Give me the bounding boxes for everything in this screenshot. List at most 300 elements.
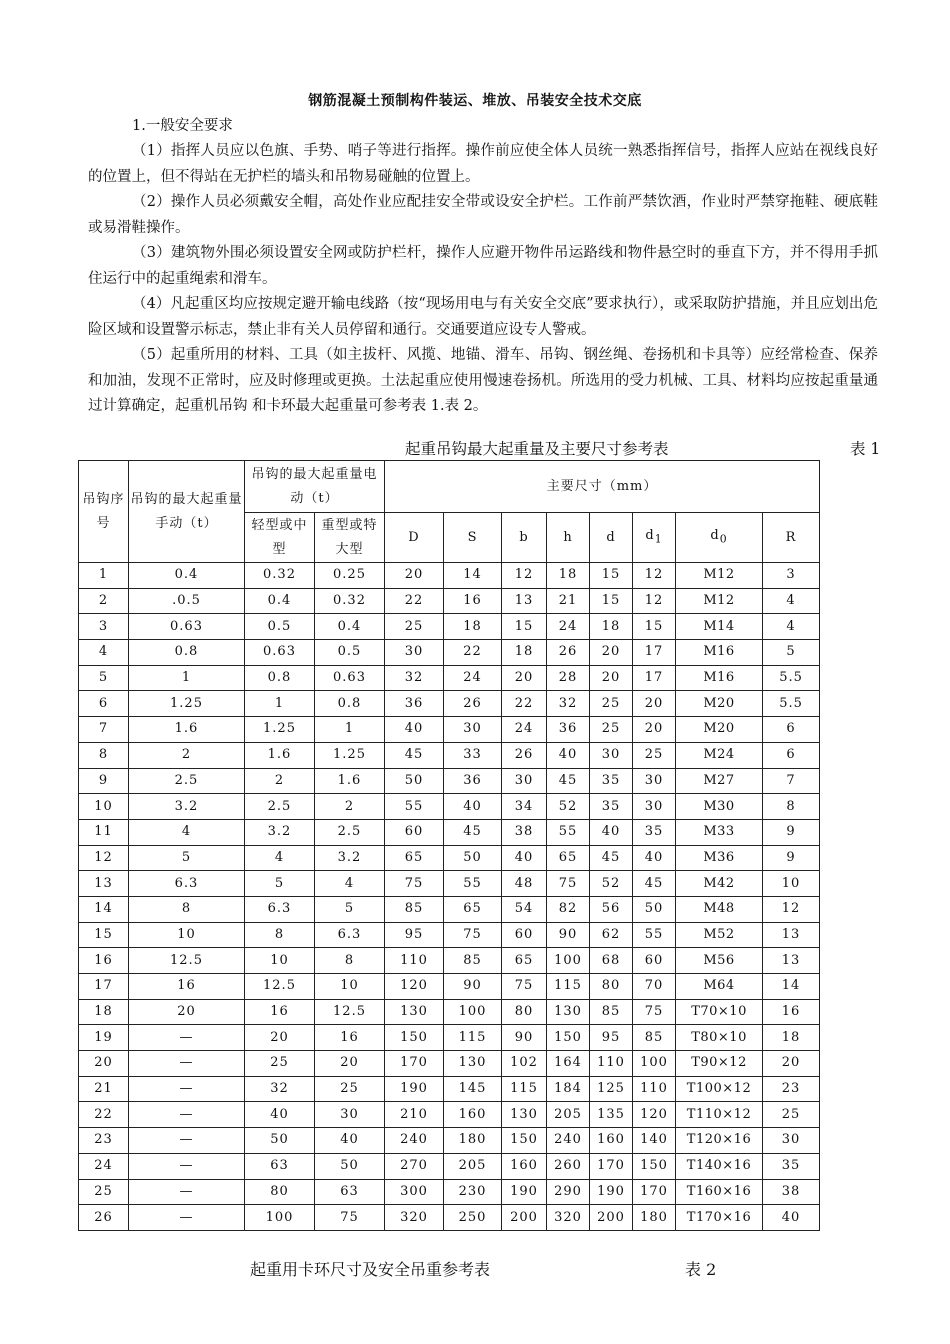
table-cell: 0.5 — [245, 614, 315, 640]
table-cell: 26 — [502, 742, 547, 768]
paragraph-3: （3）建筑物外围必须设置安全网或防护栏杆，操作人应避开物件吊运路线和物件悬空时的垂直下方，并不得用手抓住运行中的起重绳索和滑车。 — [88, 245, 878, 287]
table-cell: 0.4 — [245, 588, 315, 614]
table-cell: 150 — [502, 1128, 547, 1154]
table-cell: 200 — [502, 1205, 547, 1231]
table-cell: 100 — [245, 1205, 315, 1231]
table-cell: 6 — [79, 691, 129, 717]
table-cell: M14 — [676, 614, 763, 640]
table-cell: 25 — [590, 691, 633, 717]
table-cell: 190 — [385, 1076, 444, 1102]
table-cell: 30 — [590, 742, 633, 768]
table-cell: 18 — [79, 999, 129, 1025]
table-cell: 20 — [590, 665, 633, 691]
table-cell: 50 — [245, 1128, 315, 1154]
table-cell: 24 — [79, 1153, 129, 1179]
table-cell: 52 — [590, 871, 633, 897]
table-row — [79, 614, 820, 640]
table-cell: 4 — [245, 845, 315, 871]
table-cell: M64 — [676, 974, 763, 1000]
header-d1 — [633, 513, 676, 563]
table-cell: M27 — [676, 768, 763, 794]
table-cell: M52 — [676, 922, 763, 948]
table-cell: 15 — [502, 614, 547, 640]
table-cell: M20 — [676, 717, 763, 743]
table-cell: 0.4 — [315, 614, 385, 640]
header-S: S — [444, 513, 502, 563]
table-cell: 20 — [502, 665, 547, 691]
table-cell: 19 — [79, 1025, 129, 1051]
table-row — [79, 999, 820, 1025]
table-cell: 50 — [633, 896, 676, 922]
table-cell: 290 — [547, 1179, 590, 1205]
table-cell: 2.5 — [245, 794, 315, 820]
table-cell: 25 — [315, 1076, 385, 1102]
table-cell: 32 — [547, 691, 590, 717]
table-cell: 95 — [385, 922, 444, 948]
table-cell: 12 — [763, 896, 820, 922]
table-cell: 6.3 — [245, 896, 315, 922]
table-cell: 36 — [547, 717, 590, 743]
table-cell: 4 — [129, 819, 245, 845]
table-cell: 40 — [385, 717, 444, 743]
table-cell: M33 — [676, 819, 763, 845]
table-cell: 14 — [763, 974, 820, 1000]
table-cell: 50 — [385, 768, 444, 794]
header-d1-sub: 1 — [654, 532, 663, 546]
table-cell: 90 — [444, 974, 502, 1000]
table-cell: 65 — [547, 845, 590, 871]
table-cell: 70 — [633, 974, 676, 1000]
table1-body — [79, 563, 820, 1231]
table-cell: 22 — [79, 1102, 129, 1128]
table-cell: 75 — [444, 922, 502, 948]
table-cell: 12 — [633, 588, 676, 614]
table-row — [79, 871, 820, 897]
table-row — [79, 717, 820, 743]
table-cell: 8 — [315, 948, 385, 974]
table-cell: 22 — [385, 588, 444, 614]
table-cell: 13 — [502, 588, 547, 614]
table-cell: 35 — [633, 819, 676, 845]
table-cell: 65 — [385, 845, 444, 871]
table-cell: 9 — [79, 768, 129, 794]
table-cell: 24 — [547, 614, 590, 640]
table-cell: 30 — [633, 794, 676, 820]
table-cell: 65 — [444, 896, 502, 922]
table-row — [79, 742, 820, 768]
table-cell: 12.5 — [315, 999, 385, 1025]
table-cell: 4 — [315, 871, 385, 897]
table-cell: 30 — [763, 1128, 820, 1154]
table-cell: 205 — [547, 1102, 590, 1128]
table-cell: 12 — [633, 563, 676, 589]
table-cell: 150 — [633, 1153, 676, 1179]
table-cell: 250 — [444, 1205, 502, 1231]
table-cell: 20 — [633, 691, 676, 717]
table-cell: 30 — [633, 768, 676, 794]
table-cell: 35 — [763, 1153, 820, 1179]
table-cell: 230 — [444, 1179, 502, 1205]
table-cell: 4 — [763, 614, 820, 640]
header-d0 — [676, 513, 763, 563]
table-cell: 110 — [590, 1051, 633, 1077]
table-cell: 1 — [129, 665, 245, 691]
header-manual: 吊钩的最大起重量手动（t） — [129, 461, 245, 563]
table-cell: 1 — [245, 691, 315, 717]
table-cell: 20 — [129, 999, 245, 1025]
table-cell: 12.5 — [129, 948, 245, 974]
table-cell: 160 — [590, 1128, 633, 1154]
table-cell: 0.32 — [245, 563, 315, 589]
header-heavy: 重型或特大型 — [315, 513, 385, 563]
table-row — [79, 819, 820, 845]
table-cell: T120×16 — [676, 1128, 763, 1154]
table-cell: 160 — [444, 1102, 502, 1128]
table-cell: 90 — [502, 1025, 547, 1051]
table-cell: 115 — [547, 974, 590, 1000]
table-cell: 21 — [547, 588, 590, 614]
table-cell: 2.5 — [315, 819, 385, 845]
table-row — [79, 1076, 820, 1102]
table1-caption: 起重吊钩最大起重量及主要尺寸参考表 — [405, 440, 669, 458]
table-cell: 1.6 — [129, 717, 245, 743]
table-cell: 38 — [763, 1179, 820, 1205]
table-cell: 20 — [633, 717, 676, 743]
table-cell: 25 — [245, 1051, 315, 1077]
table-cell: 200 — [590, 1205, 633, 1231]
table-row — [79, 588, 820, 614]
table-cell: 13 — [763, 922, 820, 948]
table-cell: 32 — [245, 1076, 315, 1102]
table-cell: 110 — [385, 948, 444, 974]
table-cell: 40 — [245, 1102, 315, 1128]
table-cell: 184 — [547, 1076, 590, 1102]
table-cell: 16 — [315, 1025, 385, 1051]
table-row — [79, 794, 820, 820]
table-cell: 5.5 — [763, 691, 820, 717]
table-cell: 17 — [633, 640, 676, 666]
table-cell: 320 — [547, 1205, 590, 1231]
table-row — [79, 768, 820, 794]
table-cell: 6 — [763, 717, 820, 743]
table-cell: 0.4 — [129, 563, 245, 589]
header-R: R — [763, 513, 820, 563]
table-cell: 18 — [502, 640, 547, 666]
table-row — [79, 665, 820, 691]
table-cell: 120 — [385, 974, 444, 1000]
table-cell: 20 — [763, 1051, 820, 1077]
table-cell: 20 — [315, 1051, 385, 1077]
table-cell: 20 — [79, 1051, 129, 1077]
table-cell: 0.8 — [129, 640, 245, 666]
table-cell: 5.5 — [763, 665, 820, 691]
table-cell: 40 — [763, 1205, 820, 1231]
table-cell: T70×10 — [676, 999, 763, 1025]
table-cell: 36 — [385, 691, 444, 717]
table-cell: 3.2 — [245, 819, 315, 845]
table-cell: 205 — [444, 1153, 502, 1179]
table-cell: — — [129, 1128, 245, 1154]
table-row — [79, 896, 820, 922]
table-cell: 36 — [444, 768, 502, 794]
table-cell: 63 — [315, 1179, 385, 1205]
table-cell: 180 — [444, 1128, 502, 1154]
table-cell: 25 — [385, 614, 444, 640]
table-cell: 2.5 — [129, 768, 245, 794]
header-d0-base: d — [710, 527, 720, 543]
table-cell: 50 — [444, 845, 502, 871]
table-cell: 145 — [444, 1076, 502, 1102]
table-cell: .0.5 — [129, 588, 245, 614]
table-cell: 180 — [633, 1205, 676, 1231]
table-cell: — — [129, 1051, 245, 1077]
table-cell: 18 — [763, 1025, 820, 1051]
table-cell: 54 — [502, 896, 547, 922]
table-cell: 5 — [763, 640, 820, 666]
header-electric: 吊钩的最大起重量电动（t） — [245, 461, 385, 513]
table-cell: 100 — [547, 948, 590, 974]
table-row — [79, 1051, 820, 1077]
table-cell: M56 — [676, 948, 763, 974]
table-cell: 10 — [79, 794, 129, 820]
table-cell: 23 — [79, 1128, 129, 1154]
table-cell: 210 — [385, 1102, 444, 1128]
table-cell: 80 — [245, 1179, 315, 1205]
table-cell: 3.2 — [129, 794, 245, 820]
table-cell: 100 — [444, 999, 502, 1025]
table1-label: 表 1 — [850, 440, 881, 458]
table-row — [79, 1179, 820, 1205]
table-cell: 190 — [590, 1179, 633, 1205]
table-cell: T90×12 — [676, 1051, 763, 1077]
table-cell: 28 — [547, 665, 590, 691]
table-cell: 16 — [245, 999, 315, 1025]
table-cell: 24 — [502, 717, 547, 743]
table-cell: 3.2 — [315, 845, 385, 871]
table-cell: 240 — [547, 1128, 590, 1154]
table-cell: 2 — [245, 768, 315, 794]
table-cell: 16 — [79, 948, 129, 974]
table-cell: 10 — [315, 974, 385, 1000]
table-cell: 125 — [590, 1076, 633, 1102]
table-cell: 75 — [547, 871, 590, 897]
table-cell: 40 — [315, 1128, 385, 1154]
table-cell: 75 — [633, 999, 676, 1025]
table-cell: 1 — [315, 717, 385, 743]
table-cell: 38 — [502, 819, 547, 845]
table-row — [79, 1102, 820, 1128]
paragraph-4: （4）凡起重区均应按规定避开输电线路（按“现场用电与有关安全交底”要求执行），或采取防护措施，并且应划出危险区域和设置警示标志，禁止非有关人员停留和通行。交通要道应设专人警戒。 — [88, 296, 878, 338]
table-cell: 2 — [315, 794, 385, 820]
table-cell: 35 — [590, 794, 633, 820]
table-cell: M48 — [676, 896, 763, 922]
table-cell: 21 — [79, 1076, 129, 1102]
table-cell: — — [129, 1153, 245, 1179]
table-cell: 170 — [385, 1051, 444, 1077]
table-cell: 0.63 — [129, 614, 245, 640]
table-cell: 33 — [444, 742, 502, 768]
table-cell: 26 — [79, 1205, 129, 1231]
header-D: D — [385, 513, 444, 563]
table-cell: 100 — [633, 1051, 676, 1077]
table-cell: 150 — [547, 1025, 590, 1051]
table-cell: 40 — [590, 819, 633, 845]
table-cell: 32 — [385, 665, 444, 691]
table-cell: 25 — [633, 742, 676, 768]
table-cell: 190 — [502, 1179, 547, 1205]
table-cell: T80×10 — [676, 1025, 763, 1051]
table-cell: 55 — [547, 819, 590, 845]
table-cell: 18 — [444, 614, 502, 640]
table-cell: T170×16 — [676, 1205, 763, 1231]
table-cell: 150 — [385, 1025, 444, 1051]
table-cell: 45 — [444, 819, 502, 845]
table-cell: 9 — [763, 819, 820, 845]
table-cell: 45 — [547, 768, 590, 794]
table-cell: 0.8 — [315, 691, 385, 717]
table-cell: 8 — [79, 742, 129, 768]
table-row — [79, 922, 820, 948]
table-cell: 320 — [385, 1205, 444, 1231]
table-cell: 52 — [547, 794, 590, 820]
table-cell: 9 — [763, 845, 820, 871]
table-cell: 170 — [633, 1179, 676, 1205]
header-d0-sub: 0 — [719, 532, 728, 546]
table-cell: 48 — [502, 871, 547, 897]
table-cell: 22 — [444, 640, 502, 666]
table-cell: 15 — [79, 922, 129, 948]
header-d1-base: d — [645, 527, 655, 543]
table-cell: 55 — [444, 871, 502, 897]
table-cell: 0.8 — [245, 665, 315, 691]
header-seq: 吊钩序号 — [79, 461, 129, 563]
table-cell: 16 — [444, 588, 502, 614]
table-cell: 2 — [129, 742, 245, 768]
table-row — [79, 974, 820, 1000]
table-cell: 0.32 — [315, 588, 385, 614]
table-cell: 60 — [633, 948, 676, 974]
table-cell: 85 — [633, 1025, 676, 1051]
table-cell: 25 — [763, 1102, 820, 1128]
table-row — [79, 1205, 820, 1231]
table-cell: 8 — [763, 794, 820, 820]
table2-caption: 起重用卡环尺寸及安全吊重参考表 — [250, 1260, 491, 1279]
table-cell: M30 — [676, 794, 763, 820]
table-cell: 6.3 — [315, 922, 385, 948]
table-cell: 30 — [444, 717, 502, 743]
table-cell: 25 — [79, 1179, 129, 1205]
table-cell: 22 — [502, 691, 547, 717]
table-cell: 1.25 — [315, 742, 385, 768]
table-cell: 50 — [315, 1153, 385, 1179]
table-cell: 130 — [444, 1051, 502, 1077]
table-cell: 45 — [633, 871, 676, 897]
table-cell: 12 — [79, 845, 129, 871]
table-cell: 130 — [502, 1102, 547, 1128]
table-cell: 240 — [385, 1128, 444, 1154]
document-title: 钢筋混凝土预制构件装运、堆放、吊装安全技术交底 — [308, 93, 642, 109]
table-cell: 25 — [590, 717, 633, 743]
table-row — [79, 1128, 820, 1154]
table-cell: 85 — [385, 896, 444, 922]
table-cell: 60 — [502, 922, 547, 948]
table-cell: — — [129, 1025, 245, 1051]
table-cell: 8 — [129, 896, 245, 922]
table-cell: 80 — [502, 999, 547, 1025]
table-cell: 16 — [129, 974, 245, 1000]
table-cell: 15 — [633, 614, 676, 640]
table-cell: 55 — [385, 794, 444, 820]
table-cell: 68 — [590, 948, 633, 974]
table-cell: 85 — [590, 999, 633, 1025]
table-cell: 14 — [444, 563, 502, 589]
table-cell: 10 — [245, 948, 315, 974]
table-row — [79, 1153, 820, 1179]
table-cell: 130 — [385, 999, 444, 1025]
table-cell: 63 — [245, 1153, 315, 1179]
table-cell: M42 — [676, 871, 763, 897]
table-cell: 56 — [590, 896, 633, 922]
table-row — [79, 691, 820, 717]
table-cell: 30 — [315, 1102, 385, 1128]
table2-label: 表 2 — [685, 1260, 717, 1279]
table-cell: — — [129, 1179, 245, 1205]
table-cell: 40 — [502, 845, 547, 871]
table-cell: 12 — [502, 563, 547, 589]
table-cell: 1.25 — [245, 717, 315, 743]
table-cell: 300 — [385, 1179, 444, 1205]
table-cell: — — [129, 1205, 245, 1231]
table-cell: 65 — [502, 948, 547, 974]
paragraph-2: （2）操作人员必须戴安全帽，高处作业应配挂安全带或设安全护栏。工作前严禁饮酒，作业时严禁穿拖鞋、硬底鞋或易滑鞋操作。 — [88, 194, 878, 236]
table-cell: T160×16 — [676, 1179, 763, 1205]
table-cell: 18 — [547, 563, 590, 589]
table-cell: 135 — [590, 1102, 633, 1128]
table-cell: 20 — [385, 563, 444, 589]
table-cell: 30 — [502, 768, 547, 794]
table-cell: 14 — [79, 896, 129, 922]
table-cell: 80 — [590, 974, 633, 1000]
table-cell: 130 — [547, 999, 590, 1025]
table-cell: 0.63 — [245, 640, 315, 666]
header-d: d — [590, 513, 633, 563]
table-cell: 15 — [590, 563, 633, 589]
header-dims: 主要尺寸（mm） — [385, 461, 820, 513]
table-cell: 1.6 — [315, 768, 385, 794]
table-cell: 10 — [129, 922, 245, 948]
table-cell: 1 — [79, 563, 129, 589]
table-cell: 45 — [590, 845, 633, 871]
table-cell: 90 — [547, 922, 590, 948]
header-light: 轻型或中型 — [245, 513, 315, 563]
table-cell: 30 — [385, 640, 444, 666]
table-cell: M36 — [676, 845, 763, 871]
table-cell: 0.25 — [315, 563, 385, 589]
table-cell: 170 — [590, 1153, 633, 1179]
table-cell: 6 — [763, 742, 820, 768]
table-cell: 20 — [245, 1025, 315, 1051]
table-cell: 8 — [245, 922, 315, 948]
table-cell: 12.5 — [245, 974, 315, 1000]
table-cell: 160 — [502, 1153, 547, 1179]
table-cell: — — [129, 1102, 245, 1128]
table-cell: 34 — [502, 794, 547, 820]
table-cell: 110 — [633, 1076, 676, 1102]
table-cell: 5 — [79, 665, 129, 691]
table-cell: 55 — [633, 922, 676, 948]
table-row — [79, 563, 820, 589]
header-b: b — [502, 513, 547, 563]
